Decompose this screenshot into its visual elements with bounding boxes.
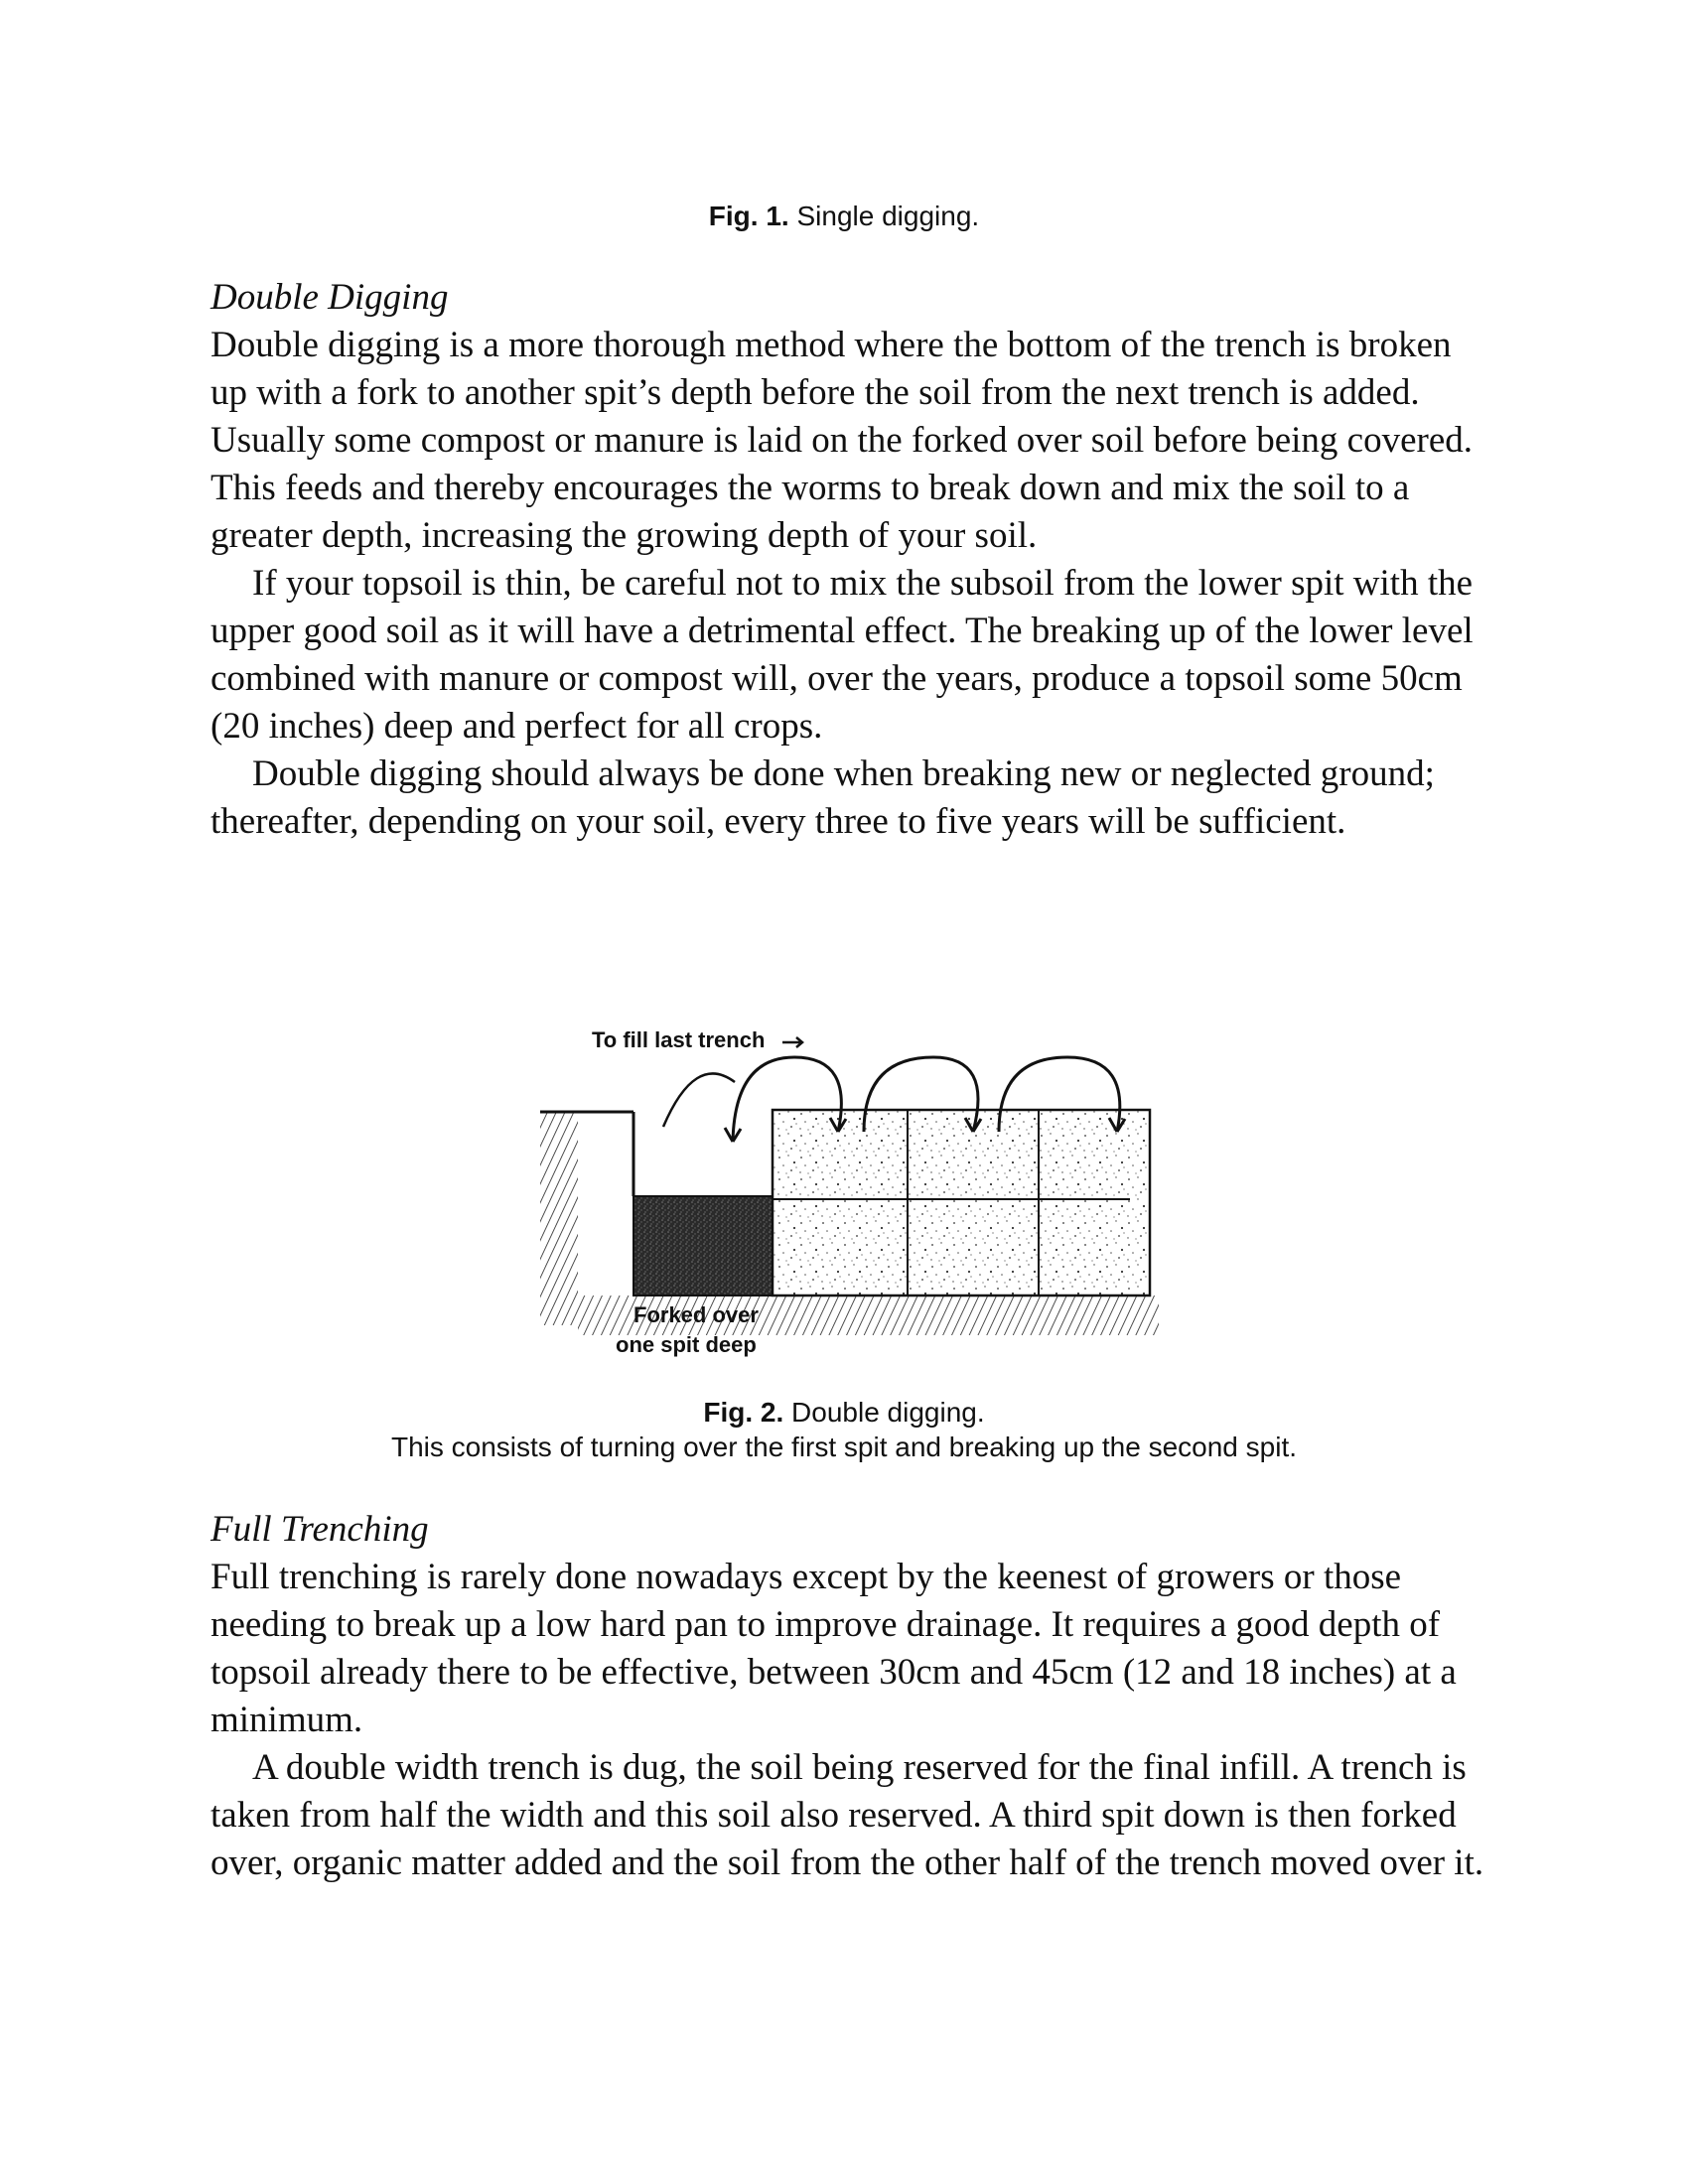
full-trenching-paragraph-1: Full trenching is rarely done nowadays except by the keenest of growers or those needing to break up a low hard pan to improve drainage. It requires a good depth of topsoil already there to be effective, between 30cm and 45cm (12 and 18 inches) at a minimum. (211, 1557, 1457, 1740)
fill-arrow-icon (782, 1037, 802, 1047)
fig2-text: Double digging. (791, 1397, 985, 1428)
double-digging-paragraph-2: If your topsoil is thin, be careful not to mix the subsoil from the lower spit with the upper good soil as it will have a detrimental effect. The breaking up of the lower level combined with manure or compost will, over the years, produce a topsoil some 50cm (20 inches) deep and perfect for all crops. (211, 563, 1474, 747)
fig2-caption (0, 1396, 1688, 1430)
fig1-caption (0, 200, 1688, 233)
full-trenching-paragraph-2: A double width trench is dug, the soil being reserved for the final infill. A trench is taken from half the width and this soil also reserved. A third spit down is then forked over, organic matter added and the soil from the other half of the trench moved over it. (211, 1747, 1484, 1883)
fig1-text: Single digging. (796, 201, 980, 231)
fig2-subcaption: This consists of turning over the first spit and breaking up the second spit. (390, 1432, 1298, 1462)
double-digging-diagram (536, 1023, 1162, 1370)
forked-over-label: Forked over (633, 1302, 759, 1327)
full-trenching-heading: Full Trenching (211, 1509, 429, 1550)
left-wall-hatching (540, 1112, 578, 1325)
double-digging-heading: Double Digging (211, 277, 449, 318)
full-trenching-body (211, 1554, 1491, 1887)
fig1-label: Fig. 1. (708, 201, 789, 231)
one-spit-deep-label: one spit deep (616, 1332, 757, 1357)
double-digging-body (211, 322, 1491, 846)
forked-over-block (633, 1196, 773, 1296)
soil-blocks (773, 1110, 1150, 1296)
double-digging-paragraph-3: Double digging should always be done when breaking new or neglected ground; thereafter, depending on your soil, every three to five years will be sufficient. (211, 753, 1435, 842)
fill-last-trench-label: To fill last trench (592, 1027, 766, 1052)
fill-pointer-line (663, 1073, 735, 1127)
double-digging-paragraph-1: Double digging is a more thorough method where the bottom of the trench is broken up with a fork to another spit’s depth before the soil from the next trench is added. Usually some compost or manure is laid on the forked over soil before being covered. This feeds and thereby encourages the worms to break down and mix the soil to a greater depth, increasing the growing depth of your soil. (211, 325, 1474, 556)
fig2-label: Fig. 2. (703, 1397, 784, 1428)
